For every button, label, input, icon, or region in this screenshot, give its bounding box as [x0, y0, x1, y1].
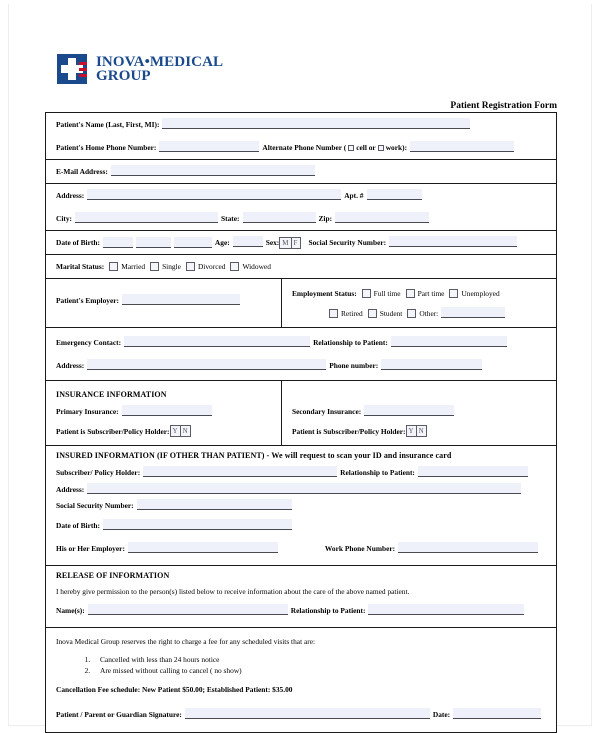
release-body-text: I hereby give permission to the person(s) listed below to receive information about the care of the above named patient. [56, 587, 410, 596]
row-primary-insurance [46, 401, 281, 421]
employer-column [46, 279, 282, 327]
row-signature [46, 703, 556, 726]
label-dob: Date of Birth: [56, 238, 100, 247]
insured-work-phone-input[interactable] [398, 542, 538, 553]
row-emergency-address [46, 354, 556, 377]
section-demographics [46, 231, 556, 255]
policy-list-item: 1. Cancelled with less than 24 hours notice [92, 655, 556, 664]
document-header [9, 4, 591, 96]
signature-input[interactable] [185, 708, 430, 719]
row-secondary-subscriber [282, 421, 556, 441]
row-emergency-contact [46, 331, 556, 354]
patient-registration-form [45, 112, 557, 733]
policy-list-item: 2. Are missed without calling to cancel ( no show) [92, 666, 556, 675]
label-insured-work-phone: Work Phone Number: [324, 544, 396, 553]
row-employment-status-1 [282, 283, 556, 303]
insured-subscriber-input[interactable] [143, 466, 337, 477]
label-insured-dob: Date of Birth: [56, 521, 100, 530]
row-insured-employer [46, 537, 556, 560]
brand-name-line1: INOVA•MEDICAL [96, 54, 224, 70]
label-alt-work: work): [385, 143, 408, 152]
label-patient-name: Patient's Name (Last, First, MI): [56, 120, 160, 129]
row-secondary-insurance [282, 401, 556, 421]
policy-fee-schedule: Cancellation Fee schedule: New Patient $50.00; Established Patient: $35.00 [56, 685, 293, 694]
checkbox-student[interactable] [368, 309, 377, 318]
primary-subscriber-no[interactable]: N [180, 425, 191, 437]
checkbox-other[interactable] [407, 309, 416, 318]
row-city-state-zip [46, 207, 556, 230]
section-release-of-information [46, 566, 556, 628]
emergency-relationship-input[interactable] [391, 336, 507, 347]
section-insurance [46, 381, 556, 446]
dob-input[interactable] [103, 237, 212, 248]
label-apt: Apt. # [344, 191, 364, 200]
checkbox-alt-cell[interactable] [348, 145, 354, 151]
label-ssn: Social Security Number: [308, 238, 387, 247]
apt-input[interactable] [367, 189, 422, 200]
row-employer [46, 283, 281, 317]
label-full-time: Full time [373, 288, 401, 298]
label-alt-cell: cell or [356, 143, 376, 152]
brand-name-line2: GROUP [96, 68, 151, 84]
brand-name [96, 55, 223, 83]
insured-ssn-input[interactable] [137, 499, 292, 510]
insured-dob-input[interactable] [103, 519, 292, 530]
label-student: Student [379, 308, 403, 318]
sex-option-male[interactable]: M [279, 237, 291, 249]
label-emergency-address: Address: [56, 361, 85, 370]
section-email [46, 160, 556, 184]
label-other: Other: [419, 308, 439, 318]
ssn-input[interactable] [389, 236, 517, 247]
label-signature-date: Date: [432, 710, 451, 719]
section-cancellation-policy [46, 628, 556, 726]
release-relationship-input[interactable] [368, 604, 524, 615]
label-sex: Sex: [265, 238, 280, 247]
city-input[interactable] [75, 212, 218, 223]
checkbox-alt-work[interactable] [378, 145, 384, 151]
label-secondary-subscriber: Patient is Subscriber/Policy Holder: [292, 426, 406, 436]
row-primary-subscriber [46, 421, 281, 441]
row-email [46, 160, 556, 183]
employment-status-column [282, 279, 556, 327]
label-married: Married [121, 262, 146, 271]
checkbox-divorced[interactable] [186, 262, 195, 271]
policy-list [92, 655, 556, 675]
document-page [8, 4, 592, 726]
label-signature: Patient / Parent or Guardian Signature: [56, 710, 182, 719]
address-input[interactable] [87, 189, 341, 200]
label-emergency-phone: Phone number: [329, 361, 379, 370]
primary-insurance-input[interactable] [122, 405, 212, 416]
row-dob-age-sex-ssn [46, 231, 556, 254]
checkbox-part-time[interactable] [406, 289, 415, 298]
heading-insured-information: INSURED INFORMATION (IF OTHER THAN PATIENT) - We will request to scan your ID and insurance card [56, 451, 452, 460]
heading-insurance-information: INSURANCE INFORMATION [56, 390, 167, 399]
other-employment-input[interactable] [441, 307, 505, 318]
label-emergency-relationship: Relationship to Patient: [313, 338, 388, 347]
label-insured-employer: His or Her Employer: [56, 544, 125, 553]
row-address [46, 184, 556, 207]
label-city: City: [56, 214, 73, 223]
email-input[interactable] [111, 165, 315, 176]
section-address [46, 184, 556, 231]
label-home-phone: Patient's Home Phone Number: [56, 143, 157, 152]
label-state: State: [221, 214, 240, 223]
section-insured-information [46, 446, 556, 566]
alt-phone-input[interactable] [410, 141, 514, 152]
checkbox-unemployed[interactable] [449, 289, 458, 298]
employer-input[interactable] [122, 294, 240, 305]
row-patient-name [46, 113, 556, 136]
secondary-insurance-input[interactable] [364, 405, 454, 416]
release-names-input[interactable] [88, 604, 288, 615]
medical-cross-icon [57, 54, 87, 84]
label-divorced: Divorced [197, 262, 226, 271]
label-primary-subscriber: Patient is Subscriber/Policy Holder: [56, 426, 170, 436]
label-emergency-contact: Emergency Contact: [56, 338, 122, 347]
label-secondary-insurance: Secondary Insurance: [292, 406, 362, 416]
policy-intro-text: Inova Medical Group reserves the right to charge a fee for any scheduled visits that are: [56, 637, 316, 646]
label-single: Single [162, 262, 181, 271]
patient-name-input[interactable] [162, 118, 470, 129]
state-input[interactable] [243, 212, 316, 223]
label-zip: Zip: [318, 214, 333, 223]
label-insured-ssn: Social Security Number: [56, 501, 134, 510]
emergency-address-input[interactable] [87, 359, 326, 370]
age-input[interactable] [233, 236, 263, 247]
row-release-names [46, 599, 556, 622]
secondary-subscriber-yes[interactable]: Y [406, 425, 417, 437]
row-insured-dob [46, 514, 556, 537]
sex-option-female[interactable]: F [291, 237, 301, 249]
row-insured-address [46, 482, 556, 497]
label-release-relationship: Relationship to Patient: [290, 606, 366, 615]
checkbox-widowed[interactable] [230, 262, 239, 271]
primary-insurance-column [46, 381, 282, 445]
section-emergency-contact [46, 331, 556, 381]
insured-employer-input[interactable] [128, 542, 278, 553]
label-age: Age: [214, 238, 230, 247]
row-insured-ssn [46, 497, 556, 514]
label-employment-status: Employment Status: [292, 288, 357, 298]
signature-date-input[interactable] [453, 708, 541, 719]
label-insured-address: Address: [56, 485, 85, 494]
brand-logo [57, 54, 223, 84]
row-phones [46, 136, 556, 159]
checkbox-married[interactable] [109, 262, 118, 271]
checkbox-full-time[interactable] [362, 289, 371, 298]
label-release-names: Name(s): [56, 606, 85, 615]
label-part-time: Part time [417, 288, 445, 298]
section-marital-status [46, 255, 556, 279]
label-address: Address: [56, 191, 85, 200]
label-employer: Patient's Employer: [56, 295, 120, 305]
label-widowed: Widowed [242, 262, 271, 271]
label-primary-insurance: Primary Insurance: [56, 406, 119, 416]
secondary-insurance-column [282, 381, 556, 445]
section-contact [46, 113, 556, 160]
label-insured-subscriber: Subscriber/ Policy Holder: [56, 467, 141, 477]
label-unemployed: Unemployed [461, 288, 500, 298]
checkbox-single[interactable] [150, 262, 159, 271]
emergency-phone-input[interactable] [381, 359, 482, 370]
label-insured-relationship: Relationship to Patient: [340, 467, 415, 477]
row-marital-status [46, 255, 556, 278]
page-title: Patient Registration Form [450, 101, 557, 111]
label-email: E-Mail Address: [56, 167, 108, 176]
insured-relationship-input[interactable] [418, 466, 528, 477]
label-marital-status: Marital Status: [56, 262, 105, 271]
row-insured-subscriber [46, 462, 556, 482]
secondary-subscriber-no[interactable]: N [416, 425, 427, 437]
home-phone-input[interactable] [159, 141, 259, 152]
heading-release-of-information: RELEASE OF INFORMATION [56, 571, 170, 580]
zip-input[interactable] [335, 212, 429, 223]
label-retired: Retired [341, 308, 363, 318]
section-employment [46, 279, 556, 328]
label-alt-phone-pre: Alternate Phone Number ( [262, 143, 347, 152]
row-employment-status-2 [282, 303, 556, 323]
insured-address-input[interactable] [87, 483, 521, 494]
primary-subscriber-yes[interactable]: Y [170, 425, 181, 437]
checkbox-retired[interactable] [329, 309, 338, 318]
emergency-contact-input[interactable] [124, 336, 310, 347]
